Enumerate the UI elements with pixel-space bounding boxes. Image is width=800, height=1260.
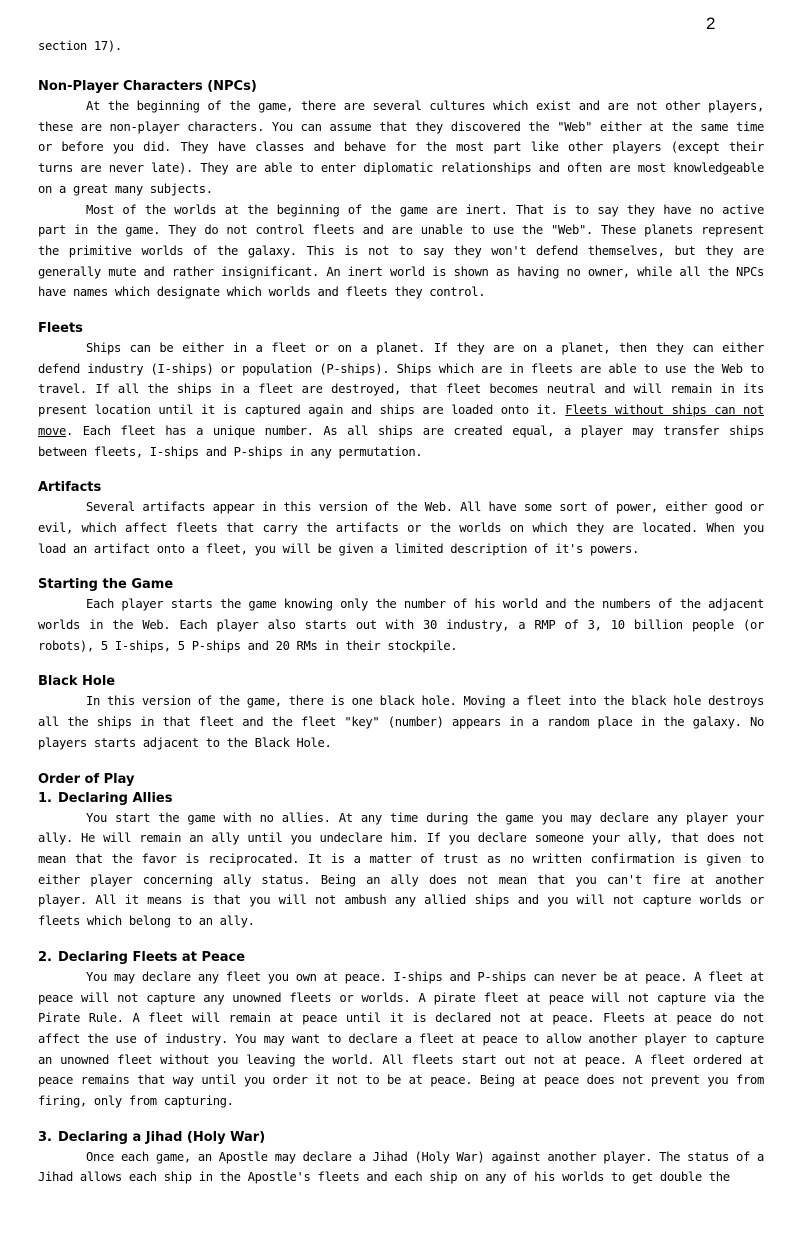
paragraph: In this version of the game, there is one black hole. Moving a fleet into the black hole destroys all the ships in that fleet and the fleet "key" (number) appears in a random place in the galaxy. No players starts adjacent to the Black Hole.	[38, 694, 764, 750]
subsection-title: Declaring Fleets at Peace	[57, 949, 246, 965]
subsection-declaring-allies	[38, 790, 764, 932]
section-heading: Non-Player Characters (NPCs)	[38, 79, 257, 94]
section-order-of-play	[38, 771, 764, 788]
subsection-heading	[38, 790, 764, 807]
subsection-number: 1.	[38, 790, 52, 806]
section-npcs	[38, 78, 764, 303]
section-heading: Starting the Game	[38, 577, 174, 593]
paragraph-text: Ships can be either in a fleet or on a planet. If they are on a planet, then they can either defend industry (I-ships) or population (P-ships). Ships which are in fleets are able to use the Web to travel. If all the ships in a fleet are destroyed, that fleet becomes neutral and will remain in its present location until it is captured again and ships are loaded onto it.	[38, 341, 764, 418]
document-body	[38, 78, 764, 1205]
paragraph: Several artifacts appear in this version of the Web. All have some sort of power, either good or evil, which affect fleets that carry the artifacts or the worlds on which they are located. When you load an artifact onto a fleet, you will be given a limited description of it's powers.	[38, 500, 764, 556]
section-fleets	[38, 320, 764, 462]
paragraph: Once each game, an Apostle may declare a Jihad (Holy War) against another player. The status of a Jihad allows each ship in the Apostle's fleets and each ship on any of his worlds to get double the	[38, 1149, 764, 1185]
section-heading: Black Hole	[38, 674, 116, 690]
subsection-number: 3.	[38, 1129, 52, 1145]
subsection-declaring-fleets-at-peace	[38, 949, 764, 1112]
subsection-title: Declaring a Jihad (Holy War)	[57, 1129, 266, 1145]
page-number: 2	[706, 14, 716, 33]
paragraph: You may declare any fleet you own at peace. I-ships and P-ships can never be at peace. A fleet at peace will not capture any unowned fleets or worlds. A pirate fleet at peace will not capture via the Pirate Rule. A fleet will remain at peace until it is declared not at peace. Fleets at peace do not affect the use of industry. You may want to declare a fleet at peace to allow another player to capture an unowned fleet without you leaving the world. All fleets start out not at peace. A fleet ordered at peace remains that way until you order it not to be at peace. Being at peace does not prevent you from firing, only from capturing.	[38, 969, 764, 1109]
underlined-rule: Fleets without ships can not move	[38, 403, 765, 438]
section-artifacts	[38, 479, 764, 559]
paragraph-text: . Each fleet has a unique number. As all ships are created equal, a player may transfer ships between fleets, I-ships and P-ships in any permutation.	[38, 423, 764, 459]
section-black-hole	[38, 673, 764, 753]
paragraph: At the beginning of the game, there are several cultures which exist and are not other players, these are non-player characters. You can assume that they discovered the "Web" either at the same time or before you did. They have classes and behave for the most part like other players (except their turns are never late). They are able to enter diplomatic relationships and often are most knowledgeable on a great many subjects.	[38, 99, 764, 196]
continued-text: section 17).	[38, 39, 122, 53]
subsection-declaring-a-jihad	[38, 1129, 764, 1188]
section-heading: Artifacts	[38, 480, 102, 496]
subsection-heading	[38, 949, 764, 966]
paragraph: Each player starts the game knowing only the number of his world and the numbers of the adjacent worlds in the Web. Each player also starts out with 30 industry, a RMP of 3, 10 billion people (or robots), 5 I-ships, 5 P-ships and 20 RMs in their stockpile.	[38, 597, 764, 653]
subsection-heading	[38, 1129, 764, 1146]
paragraph: You start the game with no allies. At any time during the game you may declare any player your ally. He will remain an ally until you undeclare him. If you declare someone your ally, that does not mean that the favor is reciprocated. It is a matter of trust as no written confirmation is given to either player concerning ally status. Being an ally does not mean that you can't fire at another player. All it means is that you will not ambush any allied ships and you will not capture worlds or fleets which belong to an ally.	[38, 810, 764, 929]
section-heading: Order of Play	[38, 771, 135, 787]
subsection-title: Declaring Allies	[57, 790, 173, 806]
section-heading: Fleets	[38, 321, 83, 337]
paragraph: Most of the worlds at the beginning of the game are inert. That is to say they have no active part in the game. They do not control fleets and are unable to use the "Web". These planets represent the primitive worlds of the galaxy. This is not to say they won't defend themselves, but they are generally mute and rather insignificant. An inert world is shown as having no owner, while all the NPCs have names which designate which worlds and fleets they control.	[38, 202, 764, 300]
section-starting-the-game	[38, 576, 764, 656]
paragraph	[38, 338, 764, 462]
subsection-number: 2.	[38, 949, 52, 965]
